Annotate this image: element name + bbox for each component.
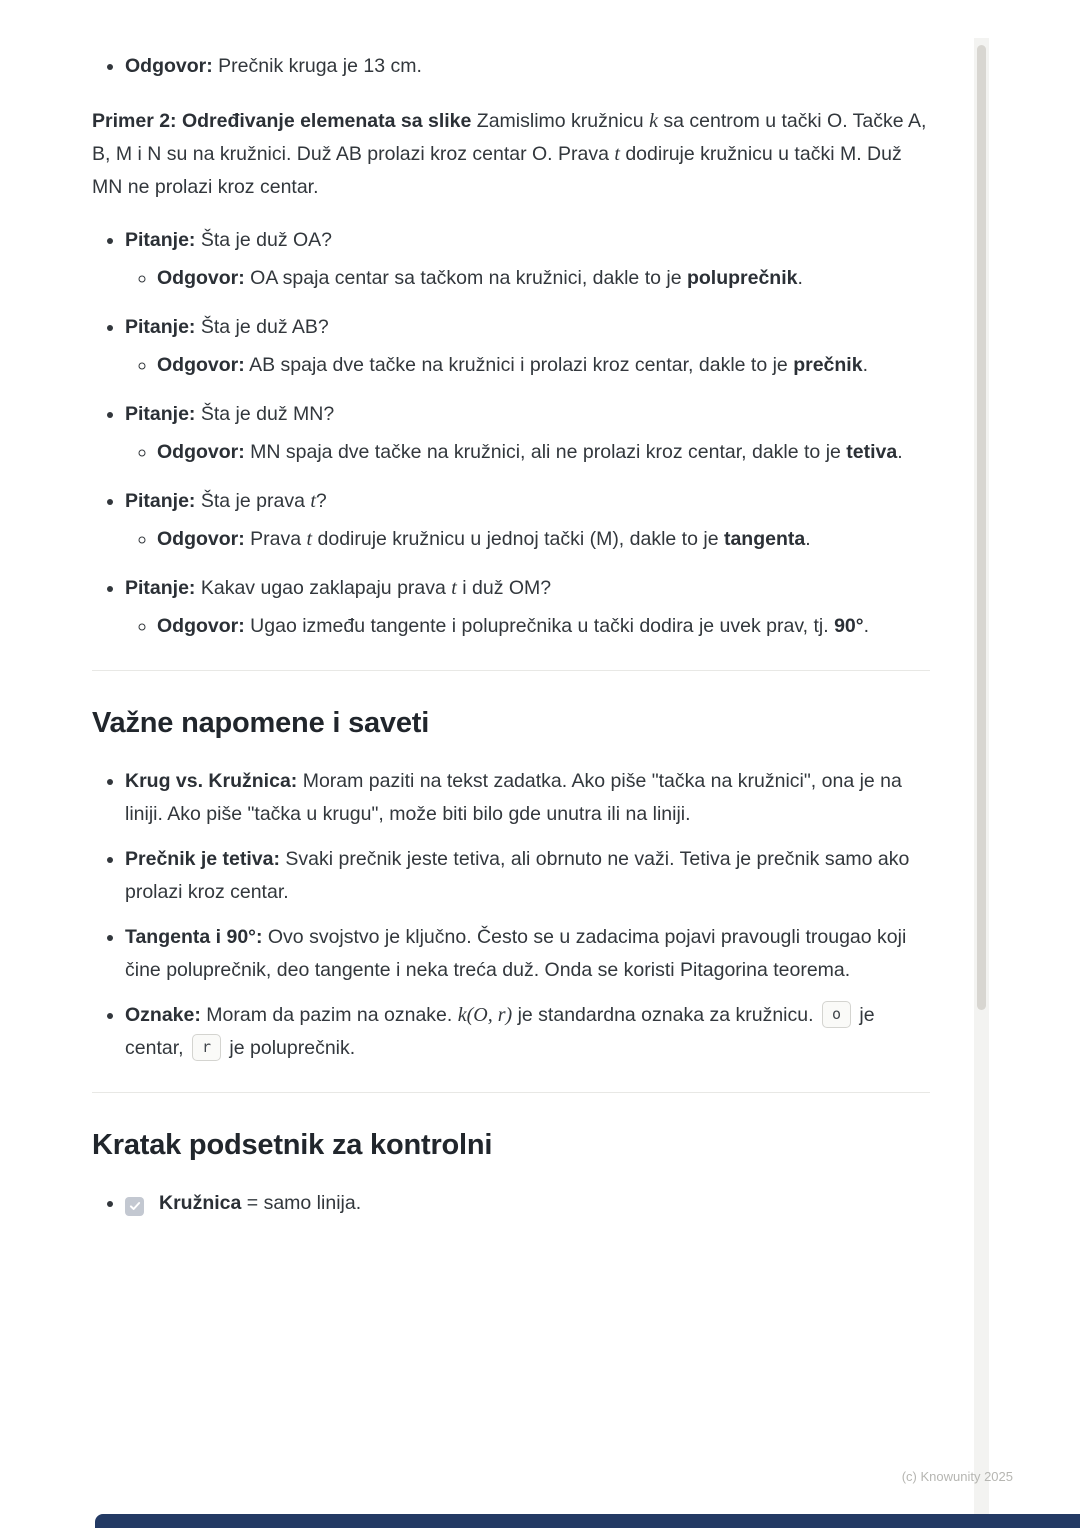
section-divider xyxy=(92,670,930,671)
answer-keyword: tangenta xyxy=(723,528,806,550)
question-label: Pitanje: xyxy=(125,229,196,251)
answer-text: OA spaja centar sa tačkom na kružnici, dakle to je xyxy=(244,267,687,289)
note-text: je poluprečnik. xyxy=(224,1037,356,1059)
math-t: t xyxy=(614,143,620,165)
answer-label: Odgovor: xyxy=(157,267,245,289)
answer-sublist xyxy=(125,349,930,382)
answer-text: Prečnik kruga je 13 cm. xyxy=(212,55,422,77)
scrollbar-thumb[interactable] xyxy=(977,45,986,1010)
answer-label: Odgovor: xyxy=(125,55,213,77)
note-item xyxy=(125,765,930,831)
note-label: Tangenta i 90°: xyxy=(125,926,263,948)
question-label: Pitanje: xyxy=(125,490,196,512)
answer-text: AB spaja dve tačke na kružnici i prolazi kroz centar, dakle to je xyxy=(244,354,794,376)
lead-answer-list xyxy=(92,50,930,83)
notes-heading: Važne napomene i saveti xyxy=(92,707,430,739)
note-label: Krug vs. Kružnica: xyxy=(125,770,298,792)
question-item xyxy=(125,224,930,295)
answer-item xyxy=(157,262,930,295)
answer-text: dodiruje kružnicu u jednoj tački (M), dakle to je xyxy=(312,528,724,550)
answer-text: . xyxy=(805,528,811,550)
answer-item xyxy=(157,523,930,556)
answer-text: MN spaja dve tačke na kružnici, ali ne prolazi kroz centar, dakle to je xyxy=(244,441,847,463)
answer-label: Odgovor: xyxy=(157,354,245,376)
note-text: Svaki prečnik jeste tetiva, ali obrnuto ne važi. Tetiva je prečnik samo ako prolazi kroz centar. xyxy=(125,848,910,903)
note-text: je centar, xyxy=(125,1004,875,1059)
watermark: (c) Knowunity 2025 xyxy=(901,1469,1013,1484)
section-divider xyxy=(92,1092,930,1093)
checklist xyxy=(92,1187,930,1220)
answer-item xyxy=(157,610,930,643)
note-text: Ovo svojstvo je ključno. Često se u zadacima pojavi pravougli trougao koji čine poluprečnik, deo tangente i neka treća duž. Onda se koristi Pitagorina teorema. xyxy=(125,926,907,981)
answer-keyword: tetiva xyxy=(846,441,898,463)
note-item xyxy=(125,921,930,987)
answer-text: Ugao između tangente i poluprečnika u tački dodira je uvek prav, tj. xyxy=(244,615,835,637)
lead-answer-item xyxy=(125,50,930,83)
question-text: Šta je prava xyxy=(195,490,311,512)
answer-keyword: poluprečnik xyxy=(686,267,798,289)
answer-sublist xyxy=(125,610,930,643)
math-var: t xyxy=(306,528,313,550)
answer-sublist xyxy=(125,523,930,556)
note-item xyxy=(125,999,930,1065)
answer-keyword: 90° xyxy=(834,615,864,637)
inline-code-o: o xyxy=(822,1001,851,1028)
checklist-item xyxy=(125,1187,930,1220)
question-item xyxy=(125,311,930,382)
note-text: je standardna oznaka za kružnicu. xyxy=(512,1004,819,1026)
question-label: Pitanje: xyxy=(125,316,196,338)
answer-item xyxy=(157,436,930,469)
question-text: Šta je duž AB? xyxy=(195,316,329,338)
notes-list xyxy=(92,765,930,1065)
question-label: Pitanje: xyxy=(125,577,196,599)
example-paragraph xyxy=(92,105,930,204)
inline-code-r: r xyxy=(192,1034,221,1061)
note-item xyxy=(125,843,930,909)
example-text-2: sa centrom u tački O. Tačke A, B, M i N su na kružnici. Duž AB prolazi kroz centar O. Prava xyxy=(92,110,927,165)
question-item xyxy=(125,485,930,556)
math-var: t xyxy=(310,490,316,512)
checklist-text: = samo linija. xyxy=(241,1192,362,1214)
answer-label: Odgovor: xyxy=(157,528,245,550)
answer-text: . xyxy=(863,615,869,637)
math-k: k xyxy=(649,110,658,132)
question-text: Šta je duž OA? xyxy=(195,229,333,251)
question-text: Kakav ugao zaklapaju prava xyxy=(195,577,452,599)
document-content xyxy=(92,0,930,1220)
answer-label: Odgovor: xyxy=(157,615,245,637)
checklist-label: Kružnica xyxy=(159,1192,242,1214)
answer-label: Odgovor: xyxy=(157,441,245,463)
question-text: ? xyxy=(315,490,327,512)
question-item xyxy=(125,398,930,469)
note-label: Prečnik je tetiva: xyxy=(125,848,280,870)
answer-text: . xyxy=(897,441,903,463)
example-title: Primer 2: Određivanje elemenata sa slike xyxy=(92,110,472,132)
note-text: Moram paziti na tekst zadatka. Ako piše "tačka na kružnici", ona je na liniji. Ako piše "tačka u krugu", može biti bilo gde unutra ili na liniji. xyxy=(125,770,902,825)
scrollbar-track[interactable] xyxy=(974,38,989,1528)
answer-keyword: prečnik xyxy=(793,354,863,376)
checkbox-checked-icon xyxy=(125,1197,144,1216)
question-label: Pitanje: xyxy=(125,403,196,425)
math-var: t xyxy=(451,577,457,599)
example-text-1: Zamislimo kružnicu xyxy=(471,110,650,132)
answer-text: . xyxy=(862,354,868,376)
footer-bar xyxy=(95,1514,1080,1528)
math-notation: k(O, r) xyxy=(457,1004,513,1026)
note-label: Oznake: xyxy=(125,1004,201,1026)
answer-sublist xyxy=(125,262,930,295)
question-text: i duž OM? xyxy=(456,577,552,599)
answer-text: Prava xyxy=(244,528,307,550)
question-item xyxy=(125,572,930,643)
qa-list xyxy=(92,224,930,643)
note-text: Moram da pazim na oznake. xyxy=(200,1004,458,1026)
example-text-3: dodiruje kružnicu u tački M. Duž MN ne prolazi kroz centar. xyxy=(92,143,902,198)
answer-item xyxy=(157,349,930,382)
question-text: Šta je duž MN? xyxy=(195,403,335,425)
answer-sublist xyxy=(125,436,930,469)
reminder-heading: Kratak podsetnik za kontrolni xyxy=(92,1129,493,1161)
answer-text: . xyxy=(797,267,803,289)
